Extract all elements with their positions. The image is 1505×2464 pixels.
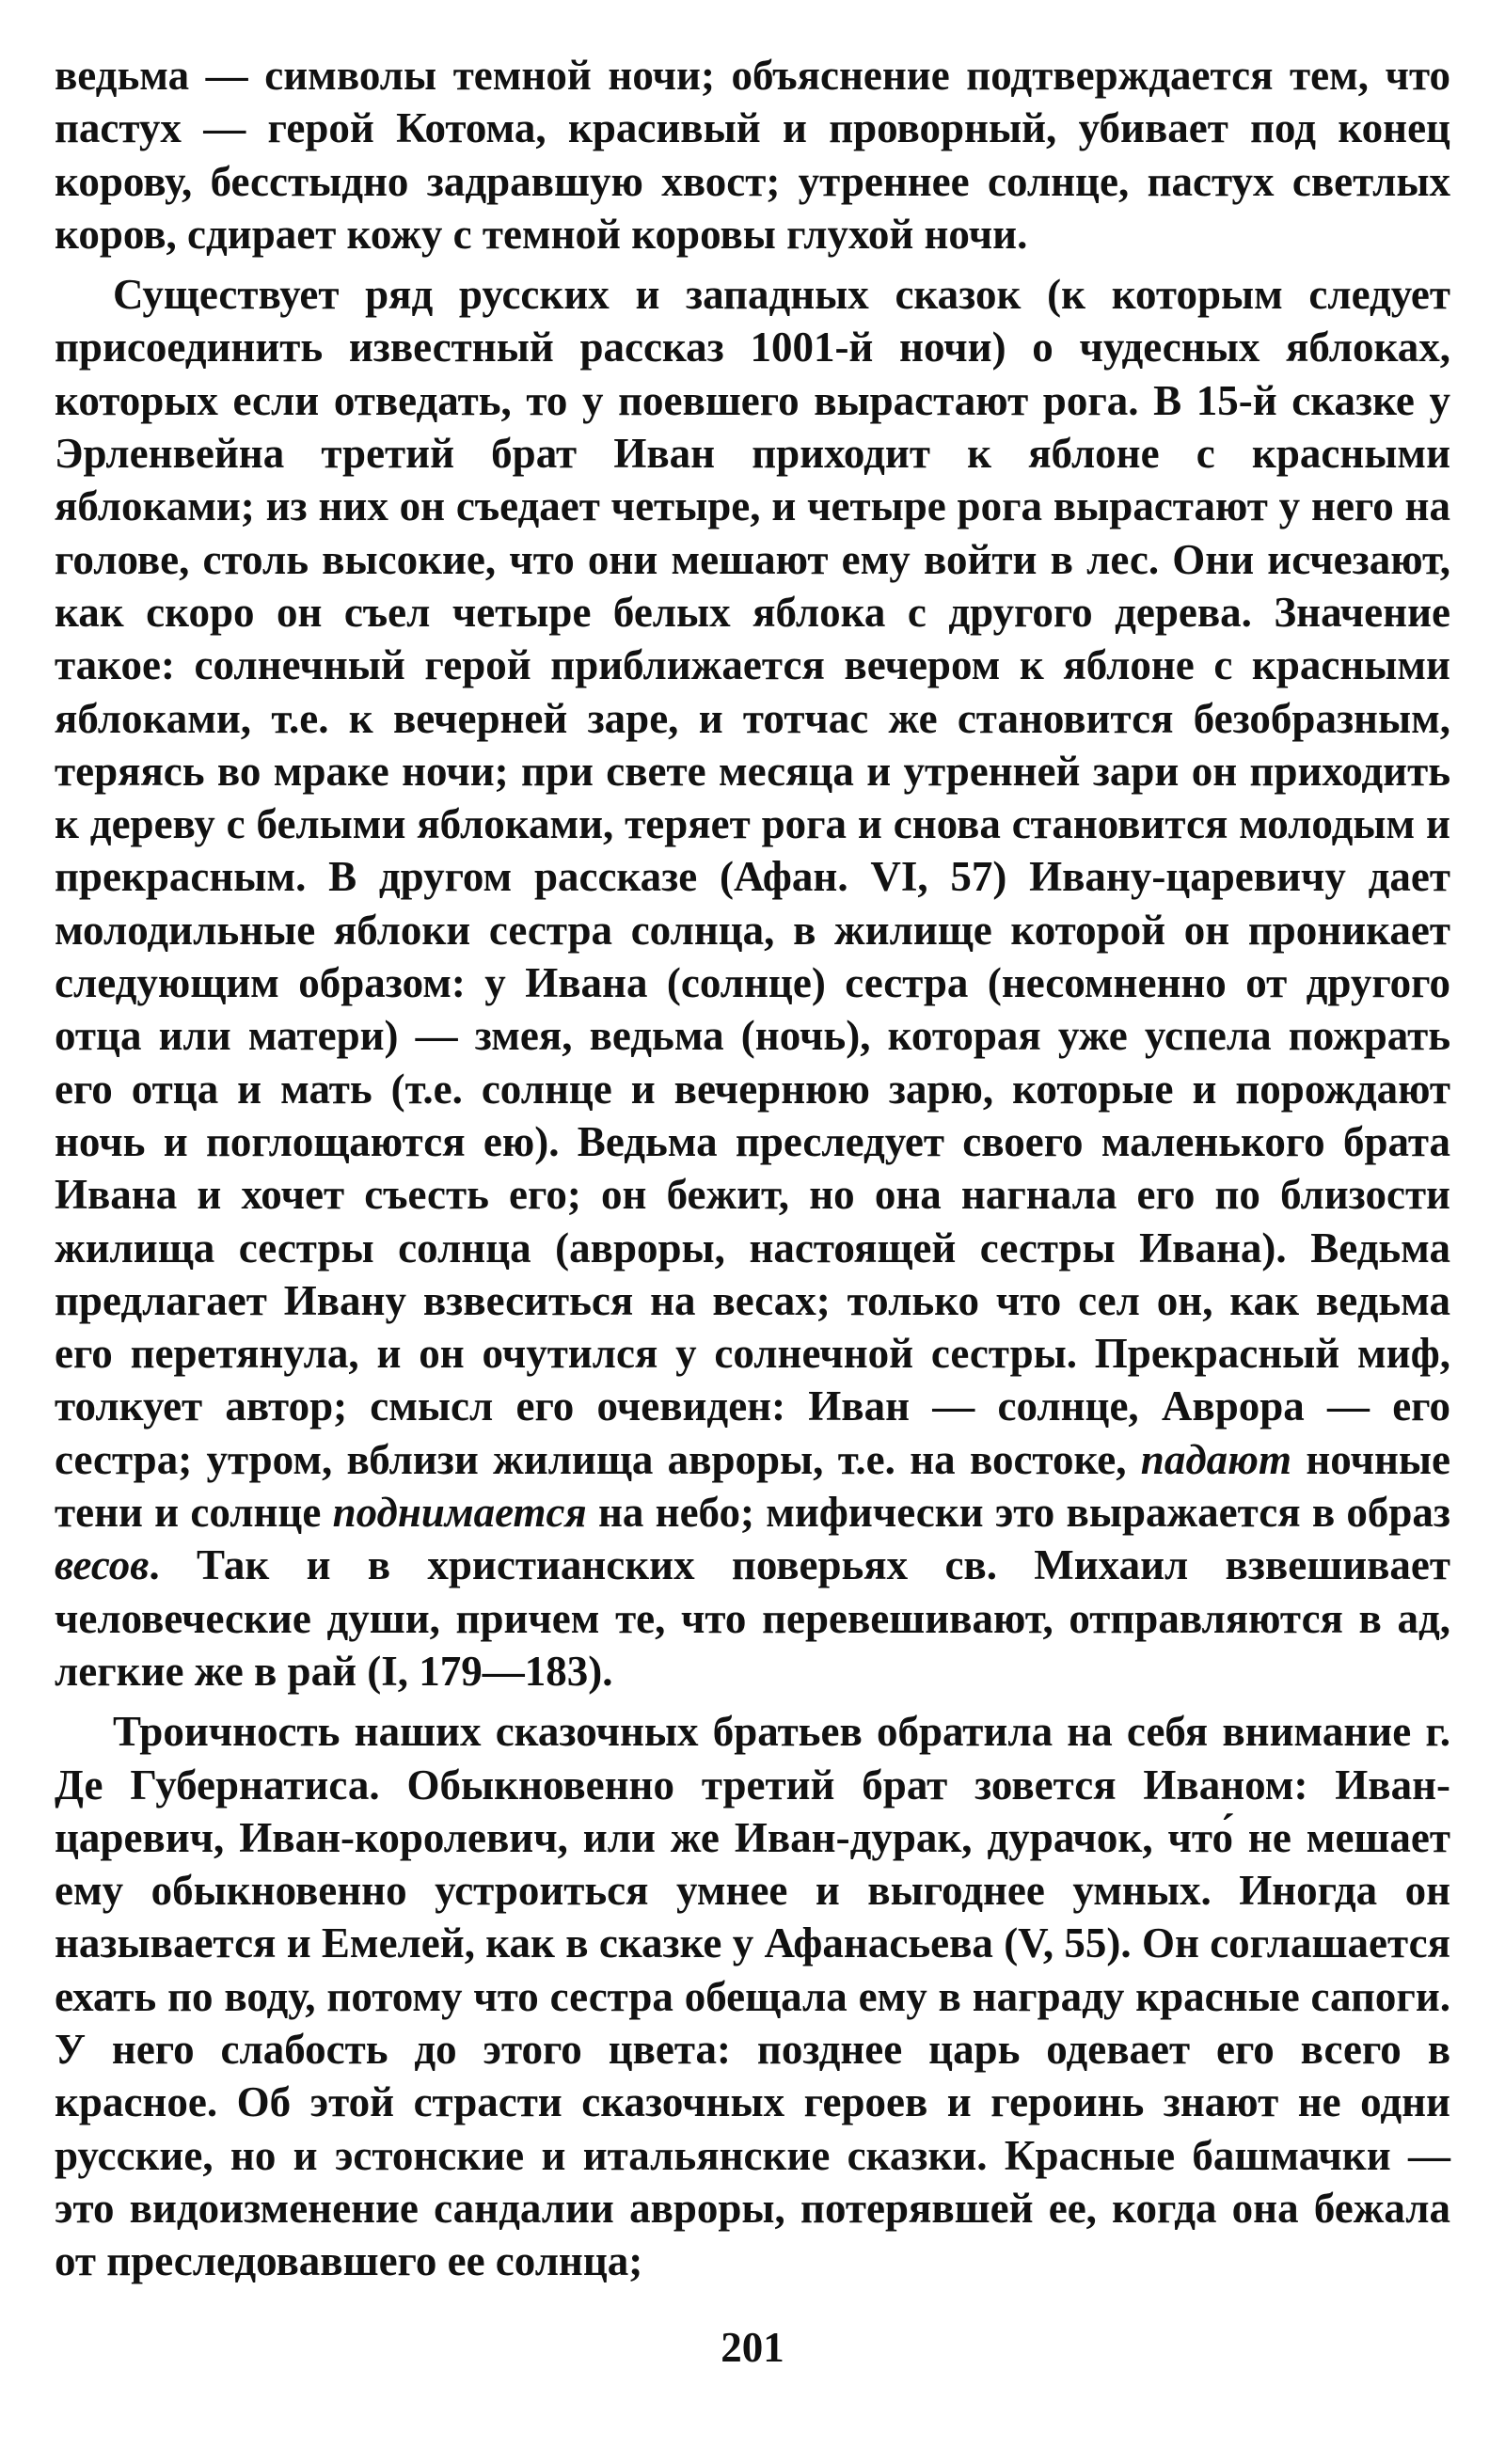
paragraph-2 (55, 268, 1450, 1698)
paragraph-1-text: ведьма — символы темной ночи; объяснение подтверждается тем, что пастух — герой Котома, красивый и проворный, убивает под конец корову, бесстыдно задравшую хвост; утреннее солнце, пастух светлых коров, сдирает кожу с темной коровы глухой ночи. (55, 52, 1450, 258)
paragraph-2-italic-padayut: падают (1140, 1435, 1291, 1483)
paragraph-3-text: Троичность наших сказочных братьев обратила на себя внимание г. Де Губернатиса. Обыкновенно третий брат зовется Иваном: Иван-царевич, Иван-королевич, или же Иван-дурак, дурачок, что́ не мешает ему обыкновенно устроиться умнее и выгоднее умных. Иногда он называется и Емелей, как в сказке у Афанасьева (V, 55). Он соглашается ехать по воду, потому что сестра обещала ему в награду красные сапоги. У него слабость до этого цвета: позднее царь одевает его всего в красное. Об этой страсти сказочных героев и героинь знают не одни русские, но и эстонские и итальянские сказки. Красные башмачки — это видоизменение сандалии авроры, потерявшей ее, когда она бежала от преследовавшего ее солнца; (55, 1708, 1450, 2285)
paragraph-2-text-c: на небо; мифически это выражается в образ (586, 1489, 1450, 1537)
page-body (55, 49, 1450, 2287)
paragraph-1 (55, 49, 1450, 261)
paragraph-2-text-d: . Так и в христианских поверьях св. Михаил взвешивает человеческие души, причем те, что перевешивают, отправляются в ад, легкие же в рай (I, 179—183). (55, 1541, 1450, 1695)
paragraph-2-text-a: Существует ряд русских и западных сказок (к которым следует присоединить известный рассказ 1001-й ночи) о чудесных яблоках, которых если отведать, то у поевшего вырастают рога. В 15-й сказке у Эрленвейна третий брат Иван приходит к яблоне с красными яблоками; из них он съедает четыре, и четыре рога вырастают у него на голове, столь высокие, что они мешают ему войти в лес. Они исчезают, как скоро он съел четыре белых яблока с другого дерева. Значение такое: солнечный герой приближается вечером к яблоне с красными яблоками, т.е. к вечерней заре, и тотчас же становится безобразным, теряясь во мраке ночи; при свете месяца и утренней зари он приходить к дереву с белыми яблоками, теряет рога и снова становится молодым и прекрасным. В другом рассказе (Афан. VI, 57) Ивану-царевичу дает молодильные яблоки сестра солнца, в жилище которой он проникает следующим образом: у Ивана (солнце) сестра (несомненно от другого отца или матери) — змея, ведьма (ночь), которая уже успела пожрать его отца и мать (т.е. солнце и вечернюю зарю, которые и порождают ночь и поглощаются ею). Ведьма преследует своего маленького брата Ивана и хочет съесть его; он бежит, но она нагнала его по близости жилища сестры солнца (авроры, настоящей сестры Ивана). Ведьма предлагает Ивану взвеситься на весах; только что сел он, как ведьма его перетянула, и он очутился у солнечной сестры. Прекрасный миф, толкует автор; смысл его очевиден: Иван — солнце, Аврора — его сестра; утром, вблизи жилища авроры, т.е. на востоке, (55, 271, 1450, 1483)
paragraph-2-italic-podnimaetsya: поднимается (332, 1489, 587, 1537)
paragraph-2-text-b: ночные тени и солнце (55, 1435, 1450, 1537)
page-number: 201 (721, 2324, 784, 2371)
paragraph-3 (55, 1705, 1450, 2287)
paragraph-2-italic-vesov: весов (55, 1541, 150, 1589)
